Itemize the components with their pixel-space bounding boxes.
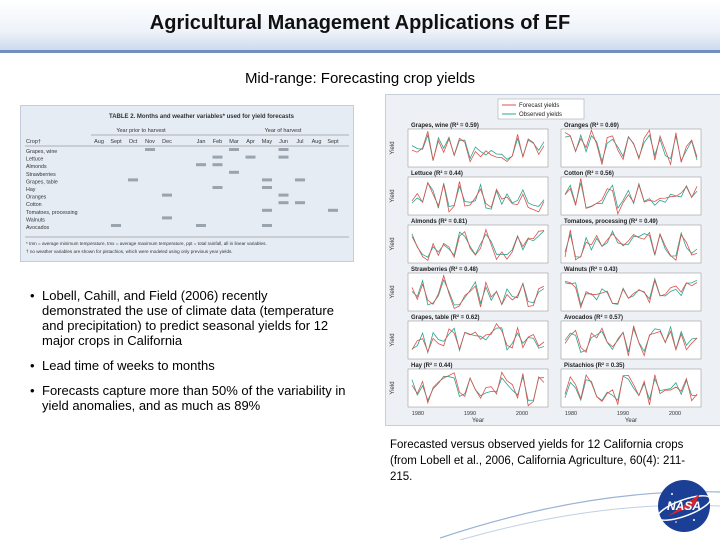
bullet-text: Lobell, Cahill, and Field (2006) recently demonstrated the use of climate data (temperature and precipitation) to predict seasonal yields for 12 major crops in California — [42, 288, 334, 348]
panel-title: Hay (R² = 0.44) — [411, 363, 453, 369]
yield-panel — [408, 369, 548, 407]
table-month-header: Jan — [196, 139, 206, 145]
table-cell-mark — [262, 186, 272, 189]
legend-forecast-label: Forecast yields — [519, 103, 560, 109]
slide-title: Agricultural Management Applications of EF — [149, 12, 571, 34]
table-month-header: Oct — [128, 139, 138, 145]
table-cell-mark — [229, 171, 239, 174]
x-axis-label: Year — [624, 418, 638, 424]
table-month-header: Jul — [296, 139, 304, 145]
y-axis-label: Yield — [390, 189, 396, 203]
x-tick-label: 1980 — [411, 411, 425, 417]
table-cell-mark — [213, 163, 223, 166]
slide-subtitle: Mid-range: Forecasting crop yields — [244, 70, 476, 87]
header-divider — [0, 50, 720, 53]
table-cell-mark — [295, 201, 305, 204]
table-cell-mark — [262, 178, 272, 181]
table-cell-mark — [229, 148, 239, 151]
table-cell-mark — [279, 201, 289, 204]
panel-title: Walnuts (R² = 0.43) — [564, 267, 618, 273]
table-footnote: † no weather variables are shown for pistachios, which were modeled using only previous year yields. — [26, 249, 233, 254]
figure-caption: Forecasted versus observed yields for 12 California crops (from Lobell et al., 2006, California Agriculture, 60(4): 211-215. — [390, 439, 686, 483]
y-axis-label: Yield — [390, 333, 396, 347]
yield-forecast-figure — [385, 94, 720, 426]
x-tick-label: 2000 — [515, 411, 529, 417]
table-cell-mark — [246, 156, 256, 159]
bullet-item — [30, 288, 350, 348]
x-tick-label: 1990 — [463, 411, 477, 417]
table-cell-mark — [162, 194, 172, 197]
panel-title: Lettuce (R² = 0.44) — [411, 171, 463, 177]
panel-title: Cotton (R² = 0.56) — [564, 171, 614, 177]
table-crop-label: Grapes, wine — [26, 149, 58, 155]
nasa-logo — [654, 476, 714, 536]
table-crop-label: Grapes, table — [26, 179, 58, 186]
table-cell-mark — [196, 224, 206, 227]
bullet-icon: • — [30, 288, 35, 303]
table-cell-mark — [279, 156, 289, 159]
table-graphic — [21, 106, 353, 261]
x-tick-label: 1990 — [616, 411, 630, 417]
table-crop-label: Almonds — [26, 164, 47, 171]
panel-title: Almonds (R² = 0.81) — [411, 219, 468, 225]
x-tick-label: 2000 — [668, 411, 682, 417]
x-axis-label: Year — [471, 418, 485, 424]
table-footnote: * tmn = average minimum temperature, tmx = average maximum temperature, ppt = total rainfall, all in linear variables. — [26, 241, 267, 246]
table-crop-label: Hay — [26, 187, 36, 193]
table-caption: TABLE 2. Months and weather variables* used for yield forecasts — [109, 114, 294, 120]
table-crop-label: Avocados — [26, 225, 50, 231]
table-month-header: Apr — [246, 139, 255, 145]
bullet-icon: • — [30, 383, 35, 398]
table-header-year-of: Year of harvest — [264, 128, 302, 134]
table-cell-mark — [196, 163, 206, 166]
table-month-header: Nov — [145, 139, 155, 145]
yield-panels-graphic — [386, 95, 720, 425]
bullet-icon: • — [30, 358, 35, 373]
bullet-list — [30, 288, 350, 423]
table-month-header: Feb — [212, 139, 223, 145]
table-col-crop: Crop† — [26, 139, 41, 145]
table-month-header: Sept — [327, 139, 339, 145]
table-crop-label: Oranges — [26, 194, 47, 201]
table-month-header: Mar — [229, 139, 239, 145]
table-header-year-prior: Year prior to harvest — [116, 128, 166, 134]
y-axis-label: Yield — [390, 237, 396, 251]
panel-title: Tomatoes, processing (R² = 0.49) — [564, 219, 658, 225]
nasa-logo-text: NASA — [666, 499, 702, 513]
table-month-header: May — [261, 139, 273, 145]
yield-panel — [561, 369, 701, 407]
yield-panel — [561, 225, 701, 263]
panel-title: Avocados (R² = 0.57) — [564, 315, 623, 321]
table-month-header: Aug — [311, 139, 322, 145]
table-crop-label: Cotton — [26, 202, 42, 209]
legend-observed-label: Observed yields — [519, 112, 563, 118]
yield-panel — [408, 177, 548, 215]
table-month-header: Sept — [110, 139, 122, 145]
bullet-text: Forecasts capture more than 50% of the variability in yield anomalies, and as much as 89% — [42, 383, 346, 413]
table-crop-label: Walnuts — [26, 217, 45, 224]
table-month-header: Dec — [162, 139, 172, 145]
table-cell-mark — [111, 224, 121, 227]
table-month-header: Jun — [279, 139, 288, 145]
y-axis-label: Yield — [390, 381, 396, 395]
table-cell-mark — [162, 216, 172, 219]
panel-title: Oranges (R² = 0.69) — [564, 123, 619, 129]
panel-title: Pistachios (R² = 0.35) — [564, 363, 625, 369]
table-cell-mark — [145, 148, 155, 151]
table-crop-label: Lettuce — [26, 156, 44, 163]
table-cell-mark — [295, 178, 305, 181]
panel-title: Grapes, table (R² = 0.62) — [411, 315, 480, 321]
yield-panel — [408, 129, 548, 167]
y-axis-label: Yield — [390, 141, 396, 155]
table-cell-mark — [262, 224, 272, 227]
table-cell-mark — [279, 194, 289, 197]
panel-title: Grapes, wine (R² = 0.59) — [411, 123, 479, 129]
yield-panel — [561, 273, 701, 311]
bullet-item — [30, 383, 350, 413]
y-axis-label: Yield — [390, 285, 396, 299]
weather-variables-table — [20, 105, 354, 262]
table-cell-mark — [128, 178, 138, 181]
panel-title: Strawberries (R² = 0.48) — [411, 267, 478, 273]
table-cell-mark — [213, 156, 223, 159]
x-tick-label: 1980 — [564, 411, 578, 417]
table-cell-mark — [279, 148, 289, 151]
table-cell-mark — [262, 209, 272, 212]
yield-panel — [561, 129, 701, 167]
table-crop-label: Strawberries — [26, 171, 56, 178]
table-month-header: Aug — [94, 139, 104, 145]
table-cell-mark — [328, 209, 338, 212]
table-crop-label: Tomatoes, processing — [26, 209, 78, 216]
bullet-item — [30, 358, 350, 373]
bullet-text: Lead time of weeks to months — [42, 358, 215, 373]
table-cell-mark — [213, 186, 223, 189]
